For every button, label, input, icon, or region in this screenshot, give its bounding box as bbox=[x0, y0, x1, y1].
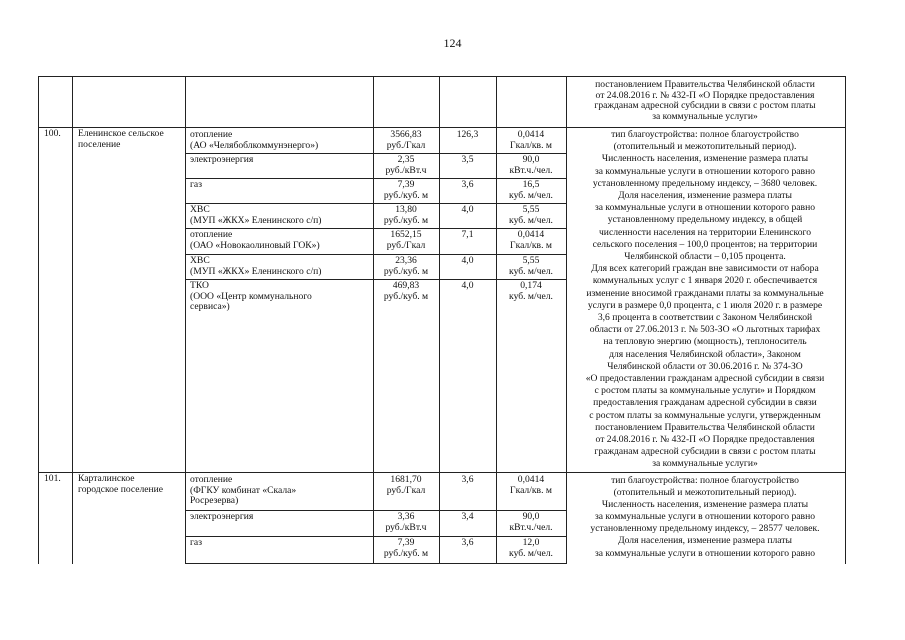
service-name: ХВС (МУП «ЖКХ» Еленинского с/п) bbox=[190, 255, 322, 277]
service-index: 126,3 bbox=[456, 129, 479, 140]
service-norm: 0,0414 Гкал/кв. м bbox=[510, 129, 552, 151]
service-index: 4,0 bbox=[461, 255, 474, 266]
row-number: 100. bbox=[44, 128, 61, 139]
service-tariff: 23,36 руб./куб. м bbox=[383, 255, 429, 277]
settlement-name: Карталинское городское поселение bbox=[78, 473, 164, 495]
service-index: 3,4 bbox=[461, 511, 474, 522]
row-note: тип благоустройства: полное благоустройство (отопительный и межотопительный период). Численность населения, изменение размера платы за коммунальные услуги в отношении которого равно установленному предельному индексу, – 3680 человек. Доля населения, изменение размера платы за коммунальные услуги в отношении которого равно установленному предельному индексу, в общей численности населения на территории Еленинского сельского поселения – 100,0 процентов; на территории Челябинской области – 0,105 процента. Для всех категорий граждан вне зависимости от набора коммунальных услуг с 1 января 2020 г. обеспечивается изменение вносимой гражданами платы за коммунальные услуги в размере 0,0 процента, с 1 июля 2020 г. в размере 3,6 процента в соответствии с Законом Челябинской области от 27.06.2013 г. № 503-ЗО «О льготных тарифах на тепловую энергию (мощность), теплоноситель для населения Челябинской области», Законом Челябинской области от 30.06.2016 г. № 374-ЗО «О предоставлении гражданам адресной субсидии в связи с ростом платы за коммунальные услуги» и Порядком предоставления гражданам адресной субсидии в связи с ростом платы за коммунальные услуги, утвержденным постановлением Правительства Челябинской области от 24.08.2016 г. № 432-П «О Порядке предоставления гражданам адресной субсидии в связи с ростом платы за коммунальные услуги» bbox=[585, 129, 825, 470]
service-index: 4,0 bbox=[461, 280, 474, 291]
service-tariff: 469,83 руб./куб. м bbox=[383, 280, 429, 302]
service-name: отопление (АО «Челябоблкоммунэнерго») bbox=[190, 129, 319, 151]
service-divider bbox=[185, 254, 566, 255]
note-line: от 24.08.2016 г. № 432-П «О Порядке предоставления bbox=[595, 89, 815, 101]
service-index: 3,6 bbox=[461, 537, 474, 548]
service-norm: 5,55 куб. м/чел. bbox=[509, 255, 553, 277]
column-border bbox=[439, 76, 440, 564]
service-divider bbox=[185, 228, 566, 229]
service-divider bbox=[185, 279, 566, 280]
service-norm: 0,0414 Гкал/кв. м bbox=[510, 229, 552, 251]
service-norm: 0,0414 Гкал/кв. м bbox=[510, 474, 552, 496]
service-name: газ bbox=[190, 179, 202, 190]
service-tariff: 2,35 руб./кВт.ч bbox=[385, 154, 427, 176]
service-name: электроэнергия bbox=[190, 511, 254, 522]
service-norm: 5,55 куб. м/чел. bbox=[509, 204, 553, 226]
service-name: ХВС (МУП «ЖКХ» Еленинского с/п) bbox=[190, 204, 322, 226]
row-note: тип благоустройства: полное благоустройство (отопительный и межотопительный период). Численность населения, изменение размера платы за коммунальные услуги в отношении которого равно установленному предельному индексу, – 28577 человек. Доля населения, изменение размера платы за коммунальные услуги в отношении которого равно bbox=[590, 475, 820, 559]
column-border bbox=[845, 76, 846, 564]
service-index: 3,6 bbox=[461, 179, 474, 190]
service-divider bbox=[185, 536, 566, 537]
service-index: 3,5 bbox=[461, 154, 474, 165]
service-index: 3,6 bbox=[461, 474, 474, 485]
service-tariff: 7,39 руб./куб. м bbox=[383, 179, 429, 201]
service-name: ТКО (ООО «Центр коммунального сервиса») bbox=[190, 280, 312, 313]
row-number: 101. bbox=[44, 473, 61, 484]
service-name: отопление (ОАО «Новокаолиновый ГОК») bbox=[190, 229, 320, 251]
service-divider bbox=[185, 563, 566, 564]
service-index: 7,1 bbox=[461, 229, 474, 240]
note-line: за коммунальные услуги» bbox=[652, 110, 758, 122]
service-name: электроэнергия bbox=[190, 154, 254, 165]
service-tariff: 3,36 руб./кВт.ч bbox=[385, 511, 427, 533]
row-101-top-border bbox=[38, 472, 846, 473]
table-top-border bbox=[38, 76, 846, 77]
service-norm: 12,0 куб. м/чел. bbox=[509, 537, 553, 559]
service-norm: 16,5 куб. м/чел. bbox=[509, 179, 553, 201]
top-note bbox=[566, 80, 844, 122]
service-divider bbox=[185, 203, 566, 204]
note-line: гражданам адресной субсидии в связи с ростом платы bbox=[594, 100, 816, 112]
service-tariff: 7,39 руб./куб. м bbox=[383, 537, 429, 559]
settlement-name: Еленинское сельское поселение bbox=[78, 128, 164, 150]
service-index: 4,0 bbox=[461, 204, 474, 215]
service-tariff: 1681,70 руб./Гкал bbox=[386, 474, 426, 496]
service-divider bbox=[185, 178, 566, 179]
service-tariff: 1652,15 руб./Гкал bbox=[386, 229, 426, 251]
service-norm: 90,0 кВт.ч./чел. bbox=[509, 154, 553, 176]
column-border bbox=[72, 76, 73, 564]
service-name: отопление (ФГКУ комбинат «Скала» Росрезерва) bbox=[190, 474, 297, 507]
service-tariff: 3566,83 руб./Гкал bbox=[386, 129, 426, 151]
service-norm: 90,0 кВт.ч./чел. bbox=[509, 511, 553, 533]
service-tariff: 13,80 руб./куб. м bbox=[383, 204, 429, 226]
column-border bbox=[185, 76, 186, 564]
service-name: газ bbox=[190, 537, 202, 548]
page-number: 124 bbox=[443, 36, 462, 50]
note-line: постановлением Правительства Челябинской области bbox=[595, 79, 815, 90]
service-norm: 0,174 куб. м/чел. bbox=[509, 280, 553, 302]
column-border bbox=[38, 76, 39, 564]
